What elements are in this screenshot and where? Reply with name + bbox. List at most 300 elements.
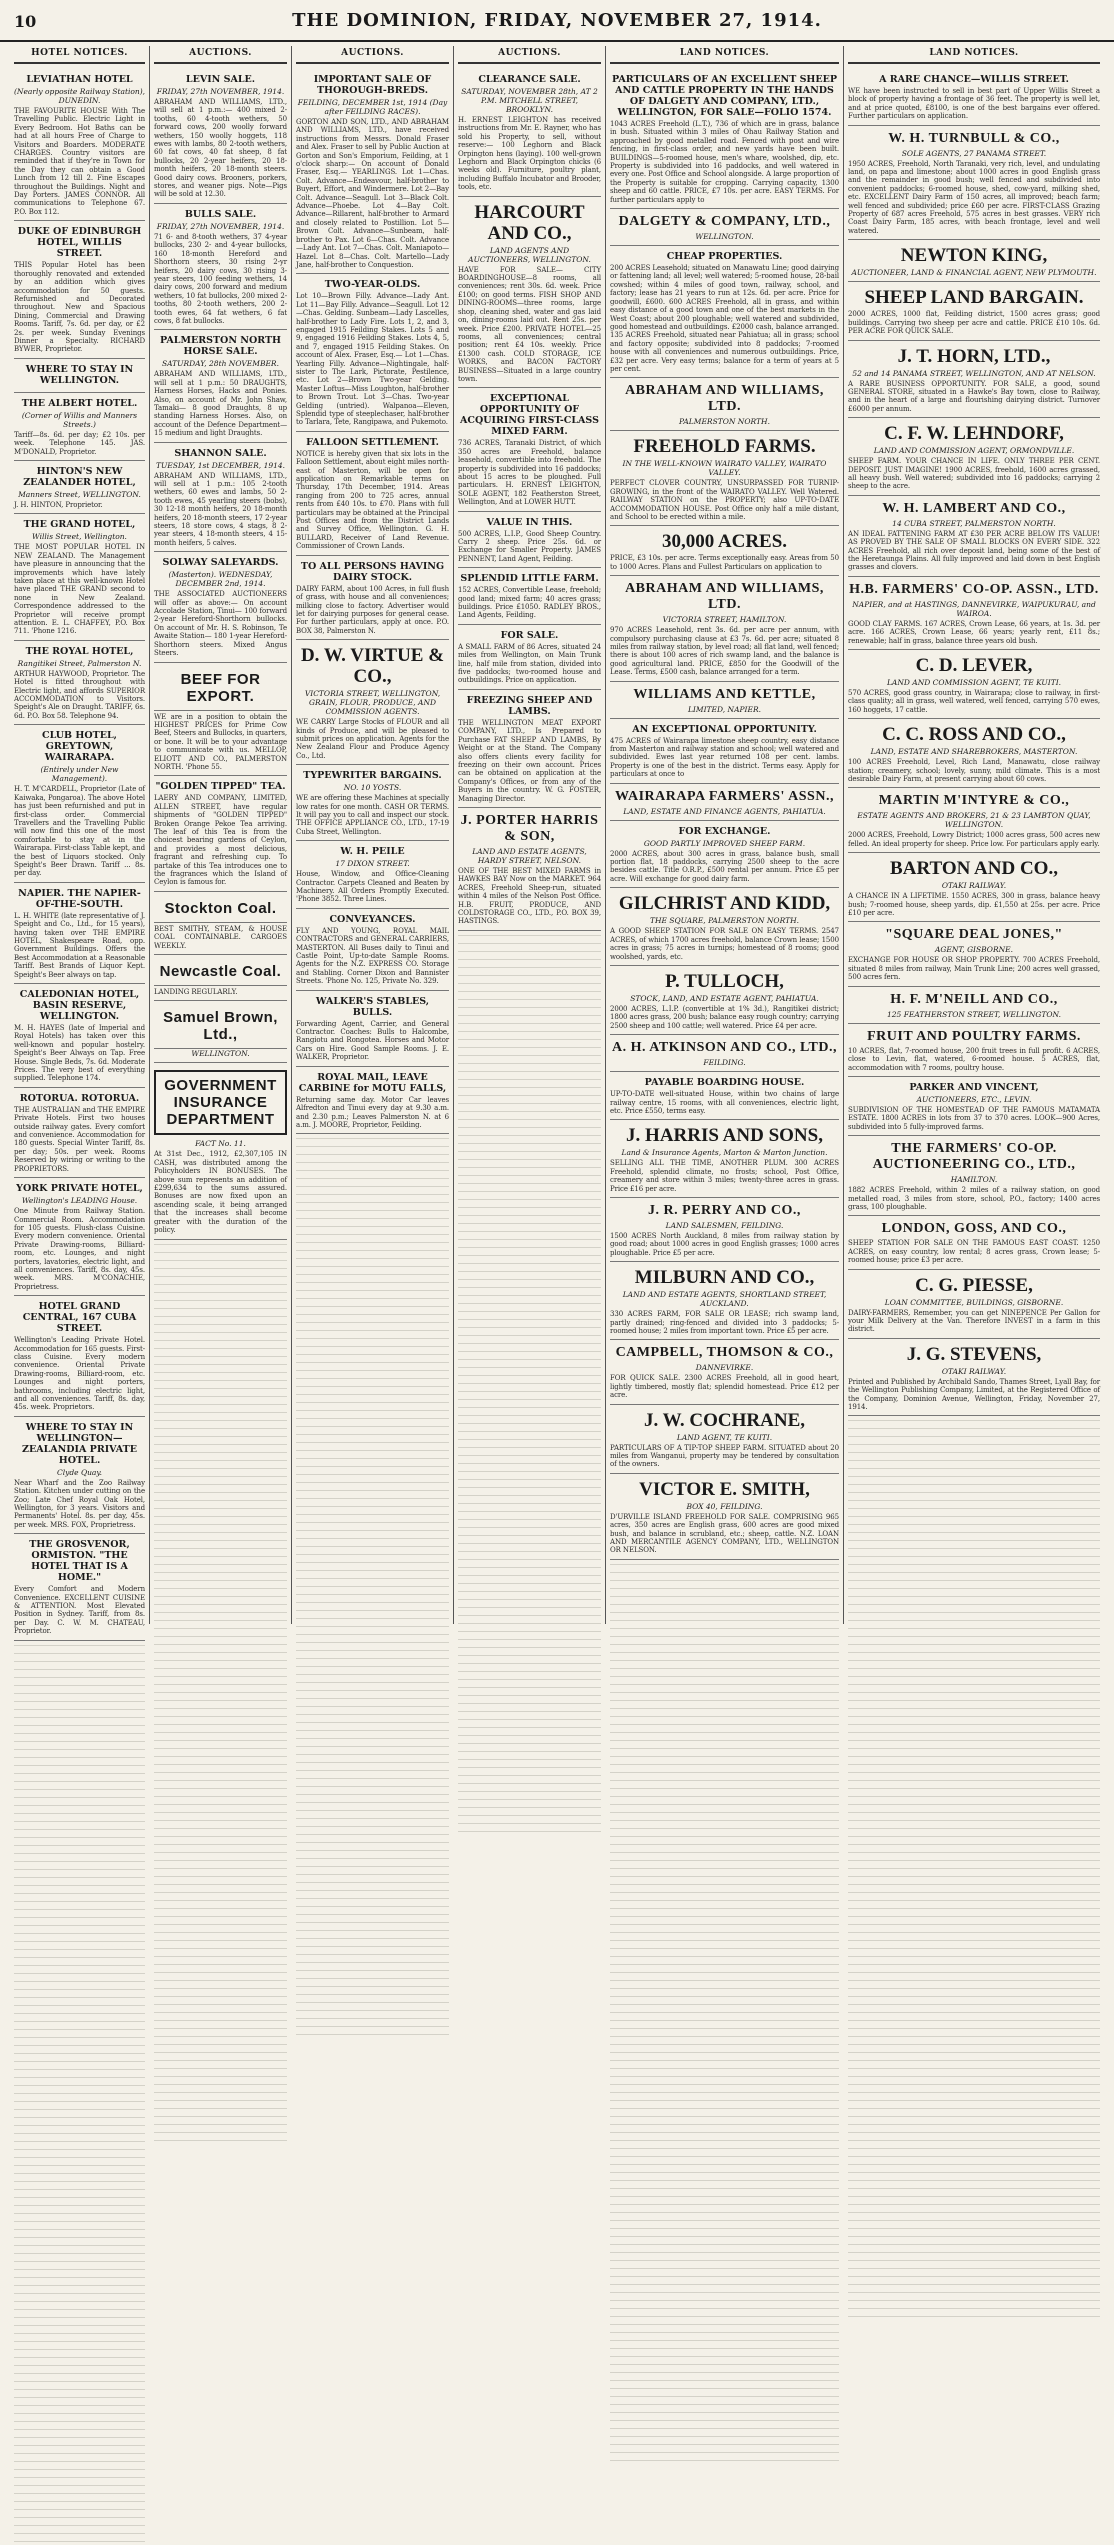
ad-body: LANDING REGULARLY.	[154, 988, 238, 997]
advertisement	[154, 776, 287, 891]
advertisement	[14, 883, 145, 984]
ad-subtitle: LAND AND ESTATE AGENTS, HARDY STREET, NELSON.	[472, 846, 587, 865]
advertisement	[610, 431, 839, 526]
ad-title: C. D. LEVER,	[915, 655, 1033, 676]
ad-body: SELLING ALL THE TIME, ANOTHER PLUM. 300 ACRES Freehold, splendid climate, no frosts; school, Post Office, creamery and store within 3 miles; twenty-three acres in grass. Price £16 per acre.	[610, 1159, 839, 1193]
advertisement	[14, 221, 145, 358]
ad-subtitle: TUESDAY, 1st DECEMBER, 1914.	[155, 460, 286, 470]
ad-body: GOOD CLAY FARMS. 167 ACRES, Crown Lease, 66 years, at 1s. 3d. per acre. 166 ACRES, Crown Lease, 66 years; yearly rent, £11 8s.; renewable; half in grass, balance three years old bush.	[848, 619, 1100, 645]
ad-title: THE GRAND HOTEL,	[23, 519, 136, 531]
ad-subtitle: Manners Street, WELLINGTON.	[18, 489, 141, 499]
advertisement	[610, 719, 839, 784]
ad-body: GORTON AND SON, LTD., AND ABRAHAM AND WILLIAMS, LTD., have received instructions from Messrs. Donald Fraser and Alex. Fraser to sell by Public Auction at Gorton and Son's Emporium, Feilding, at 1 o'clock sharp:— On account of Donald Fraser, Esq.— YEARLINGS. Lot 1—Chas. Colt. Advance—Endeavour, half-brother to Buyert, Effort, and Windermere. Lot 2—Bay Colt. Advance—Seagull. Lot 3—Black Colt. Advance—Phoebe. Lot 4—Bay Colt. Advance—Rillarent, half-brother to Armard and closely related to Postillion. Lot 5—Brown Colt. Advance—Sunbeam, half-brother to Pax. Lot 6—Chas. Colt. Advance—Lady Ant. Lot 7—Chas. Colt. Maniapoto—Hazel. Lot 8—Chas. Colt. Martello—Lady Jane, half-brother to Conquestion.	[296, 118, 449, 269]
advertisement	[848, 853, 1100, 922]
advertisement	[154, 1001, 287, 1063]
ad-body: 152 ACRES, Convertible Lease, freehold; good land; mixed farm; 40 acres grass; buildings. Price £1050. RADLEY BROS., Land Agents, Feilding.	[458, 586, 601, 620]
ad-subtitle: LAND AND ESTATE AGENTS, SHORTLAND STREET, AUCKLAND.	[622, 1290, 827, 1309]
ad-body: 2000 ACRES, L.I.P. (convertible at 1% 3d.), Rangitikei district; 1800 acres grass, 200 bush; balance easy rough country; carrying 2500 sheep and 100 cattle; well watered. Price £4 per acre.	[610, 1004, 839, 1030]
ad-title: TO ALL PERSONS HAVING DAIRY STOCK.	[300, 560, 445, 583]
ad-subtitle: VICTORIA STREET, WELLINGTON, GRAIN, FLOUR, PRODUCE, AND COMMISSION AGENTS.	[304, 689, 441, 717]
ad-title: WHERE TO STAY IN WELLINGTON.	[25, 363, 134, 386]
advertisement	[848, 1216, 1100, 1269]
advertisement	[14, 725, 145, 882]
advertisement	[296, 640, 449, 765]
ad-body: PERFECT CLOVER COUNTRY, UNSURPASSED FOR TURNIP-GROWING, in the front of the WAIRATO VALLEY. Well Watered. RAILWAY STATION on the PROPERTY; also UP-TO-DATE ACCOMMODATION HOUSE. Post Office only half a mile distant, and School to be erected within a mile.	[610, 479, 839, 521]
advertisement	[610, 784, 839, 821]
advertisement	[14, 1088, 145, 1178]
advertisement	[610, 378, 839, 431]
ad-title: HINTON'S NEW ZEALANDER HOTEL,	[23, 465, 136, 488]
advertisement	[296, 1067, 449, 1135]
advertisement	[848, 341, 1100, 419]
ad-title: 30,000 ACRES.	[661, 531, 788, 553]
page-number: 10	[14, 12, 37, 31]
advertisement	[610, 1474, 839, 1560]
ad-title: THE ROYAL HOTEL,	[25, 645, 134, 657]
ad-body: Wellington's Leading Private Hotel. Accommodation for 165 guests. First-class Cuisine. Every modern convenience. Oriental Private Drawing-rooms, Billiard-room, etc. Lounges and night porters, bathrooms, including electric light, and all conveniences. Tariff, 8s. day, 45s. week. Proprietors.	[14, 1336, 145, 1412]
ad-title: BARTON AND CO.,	[890, 858, 1058, 880]
advertisement	[610, 821, 839, 889]
advertisement	[848, 922, 1100, 986]
ad-title: W. H. LAMBERT AND CO.,	[882, 500, 1066, 516]
ad-body: M. H. HAYES (late of Imperial and Royal Hotels) has taken over this well-known and popular hostelry. Speight's Beer Always on Tap. Free House. Single Beds, 7s. 6d. Moderate Prices. The very best of everything supplied. Telephone 174.	[14, 1024, 145, 1083]
advertisement	[848, 282, 1100, 340]
advertisement	[458, 512, 601, 569]
ad-body: WE have been instructed to sell in best part of Upper Willis Street a block of property having a frontage of 36 feet. The property is well let, and at price quoted, £8100, is one of the best bargains ever offered. Further particulars on application.	[848, 87, 1100, 121]
ad-title: J. W. COCHRANE,	[644, 1409, 805, 1431]
ad-subtitle: BOX 40, FEILDING.	[686, 1501, 763, 1511]
ad-body: ABRAHAM AND WILLIAMS, LTD., will sell at 1 p.m.: 105 2-tooth wethers, 60 ewes and lambs, 50 2-tooth ewes, 45 yearling steers (bobs), 30 12-18 month heifers, 20 18-month heifers, 20 18-month steers, 17 2-year steers, 18 store cows, 4 stags, 8 2-year steers, 4 18-month steers, 4 15-month heifers, 5 calves.	[154, 471, 287, 547]
advertisement	[14, 393, 145, 461]
ad-body: SHEEP STATION FOR SALE ON THE FAMOUS EAST COAST. 1250 ACRES, on easy country, low rental; 8 acres grass, Crown lease; 5-roomed house; price £3 per acre.	[848, 1239, 1100, 1265]
ad-title: J. T. HORN, LTD.,	[897, 345, 1051, 367]
ad-display-title: Newcastle Coal.	[154, 958, 287, 986]
ad-title: MARTIN M'INTYRE & CO.,	[878, 793, 1070, 809]
ad-title: J. PORTER HARRIS & SON,	[460, 812, 599, 844]
column-fine-print	[14, 1645, 145, 2545]
ad-title: ROTORUA. ROTORUA.	[19, 1092, 140, 1104]
ad-body: 1950 ACRES, Freehold, North Taranaki, very rich, level, and undulating land, on papa and limestone; about 1000 acres in good English grass and the remainder in good bush; well fenced and subdivided into convenient paddocks; 6-roomed house, shed, cow-yard, milking shed, etc. EXCELLENT Dairy Farm of 150 acres, all improved; beach farm; well fenced and subdivided; price £60 per acre. FIRST-CLASS Grazing Property of 687 acres Freehold, 575 acres in best grasses. VERY rich Coast Dairy Farm, 185 acres, with beach frontage, level and well watered.	[848, 159, 1100, 235]
ad-title: ABRAHAM AND WILLIAMS, LTD.	[625, 581, 824, 613]
ad-body: LAERY AND COMPANY, LIMITED, ALLEN STREET, have regular shipments of "GOLDEN TIPPED" Broken Orange Pekoe Tea arriving. The leaf of this Tea is from the choicest bearing gardens of Ceylon, and provides a most delicious, fragrant and refreshing cup. To partake of this Tea introduces one to the fragrances which the Island of Ceylon is famous for.	[154, 794, 287, 887]
ad-title: A RARE CHANCE—WILLIS STREET.	[879, 74, 1069, 85]
ad-body: THE WELLINGTON MEAT EXPORT COMPANY, LTD., Is Prepared to Purchase FAT SHEEP AND LAMBS, By Weight or at the Stand. The Company also offers clients every facility for freezing on their own account. Prices can be obtained on application at the Company's Offices, or from any of the Buyers in the country. W. G. FOSTER, Managing Director.	[458, 718, 601, 803]
ad-body: 2000 ACRES, Freehold, Lowry District; 1000 acres grass, 500 acres new felled. An ideal property for sheep. Price low. For particulars apply early.	[848, 831, 1100, 848]
ad-title: THE GROSVENOR, ORMISTON. "THE HOTEL THAT IS A HOME."	[29, 1539, 130, 1584]
ad-title: C. G. PIESSE,	[915, 1274, 1033, 1296]
ad-title: MILBURN AND CO.,	[634, 1267, 815, 1289]
advertisement	[848, 1270, 1100, 1339]
ad-title: HARCOURT AND CO.,	[474, 201, 585, 244]
ad-body: 2000 ACRES, about 300 acres in grass, balance bush, small portion flat, 18 paddocks, carrying 2500 sheep to the acre besides cattle. Title O.R.P., £500 rental per annum. Price £5 per acre. Will exchange for good dairy farm.	[610, 849, 839, 883]
ad-title: WILLIAMS AND KETTLE,	[633, 686, 816, 702]
ad-subtitle: ESTATE AGENTS AND BROKERS, 21 & 23 LAMBTON QUAY, WELLINGTON.	[857, 811, 1091, 830]
ad-subtitle: OTAKI RAILWAY.	[941, 881, 1007, 891]
advertisement	[296, 909, 449, 991]
ad-subtitle: LAND AGENTS AND AUCTIONEERS, WELLINGTON.	[468, 245, 591, 264]
ad-title: "SQUARE DEAL JONES,"	[885, 927, 1063, 943]
advertisement	[610, 1035, 839, 1072]
ad-body: DAIRY FARM, about 100 Acres, in full flush of grass, with house and all conveniences; milking close to factory. Advertiser would let for dairying purposes for general cease. For further particulars, apply at once. P.O. BOX 38, Palmerston N.	[296, 584, 449, 635]
advertisement	[14, 984, 145, 1088]
ad-title: W. H. TURNBULL & CO.,	[888, 130, 1060, 146]
ad-body: 570 ACRES, good grass country, in Wairarapa; close to railway, in first-class quality; all in grass, well watered, well fenced, carrying 570 ewes, 160 hoggets, 17 cattle.	[848, 689, 1100, 714]
ad-body: UP-TO-DATE well-situated House, within two chains of large railway centre, 15 rooms, with all conveniences, electric light, etc. Price £550, terms easy.	[610, 1090, 839, 1115]
column-4	[454, 46, 606, 1624]
ad-title: C. F. W. LEHNDORF,	[884, 423, 1064, 445]
advertisement	[848, 496, 1100, 577]
advertisement	[848, 650, 1100, 719]
ad-title: CALEDONIAN HOTEL, BASIN RESERVE, WELLINGTON.	[19, 989, 140, 1022]
ad-title: LONDON, GOSS, AND CO.,	[881, 1221, 1067, 1237]
column-1	[10, 46, 150, 1636]
ad-title: WHERE TO STAY IN WELLINGTON—ZEALANDIA PRIVATE HOTEL.	[22, 1421, 137, 1466]
advertisement	[610, 966, 839, 1035]
ad-display-title: BEEF FOR EXPORT.	[154, 666, 287, 711]
ad-title: PARTICULARS OF AN EXCELLENT SHEEP AND CATTLE PROPERTY IN THE HANDS OF DALGETY AND COMPANY, LTD., WELLINGTON, FOR SALE—FOLIO 1574.	[611, 74, 838, 118]
ad-title: YORK PRIVATE HOTEL,	[16, 1183, 143, 1195]
ad-body: WE CARRY Large Stocks of FLOUR and all kinds of Produce, and will be pleased to submit prices on application. Agents for the New Zealand Flour and Produce Agency Co., Ltd.	[296, 718, 449, 760]
ad-body: WE are offering these Machines at specially low rates for one month. CASH OR TERMS. It will pay you to call and inspect our stock. THE OFFICE APPLIANCE CO., LTD., 17-19 Cuba Street, Wellington.	[296, 794, 449, 836]
ad-title: GILCHRIST AND KIDD,	[618, 893, 831, 915]
ad-title: A. H. ATKINSON AND CO., LTD.,	[612, 1040, 837, 1056]
column-fine-print	[610, 1564, 839, 2464]
ad-subtitle: IN THE WELL-KNOWN WAIRATO VALLEY, WAIRATO VALLEY.	[622, 459, 827, 478]
ad-body: At 31st Dec., 1912, £2,307,105 IN CASH, was distributed among the Policyholders IN BONUSES. The above sum represents an addition of £299,634 to the sums assured. Bonuses are now fixed upon an ascending scale, it being arranged that the increases shall become greater with the duration of the policy.	[154, 1150, 287, 1235]
advertisement	[296, 274, 449, 432]
ad-subtitle: Land & Insurance Agents, Marton & Marton Junction.	[621, 1148, 828, 1158]
advertisement	[610, 69, 839, 209]
ad-title: TYPEWRITER BARGAINS.	[303, 770, 442, 782]
ad-title: H.B. FARMERS' CO-OP. ASSN., LTD.	[849, 581, 1099, 597]
ad-body: 71 6- and 8-tooth wethers, 37 4-year bullocks, 230 2- and 4-year bullocks, 160 18-month Hereford and Shorthorn steers, 30 rising 2-yr heifers, 20 dairy cows, 30 rising 3-year steers, 100 feeding wethers, 14 dairy cows, 200 forward and medium wethers, 10 fat bullocks, 200 mixed 2-tooths, 80 2-tooth wethers, 200 2-tooth ewes, 64 fat wethers, 6 fat cows, 8 fat bullocks.	[154, 232, 287, 325]
advertisement	[610, 1405, 839, 1474]
ad-body: THIS Popular Hotel has been thoroughly renovated and extended by an addition which gives accommodation for 50 guests. Refurnished and Decorated throughout. New and Spacious Dining, Commercial and Drawing Rooms. Tariff, 7s. 6d. per day, or £2 2s. per week. Sunday Evenings Dinner a Specialty. RICHARD BYWER, Proprietor.	[14, 261, 145, 354]
ad-title: CLEARANCE SALE.	[478, 74, 581, 85]
advertisement	[610, 682, 839, 719]
ad-body: PRICE, £3 10s. per acre. Terms exceptionally easy. Areas from 50 to 1000 Acres. Plans and Fullest Particulars on application to	[610, 554, 839, 571]
advertisement	[14, 359, 145, 393]
advertisement	[14, 514, 145, 640]
ad-body: L. H. WHITE (late representative of J. Speight and Co., Ltd., for 15 years), having taken over THE EMPIRE HOTEL, Shakespeare Road, opp. Government Buildings. Offers the Best Accommodation at a Reasonable Tariff. Best Brands of Liquor Kept. Speight's Beer always on tap.	[14, 911, 145, 979]
ad-title: J. HARRIS AND SONS,	[626, 1125, 823, 1147]
ad-body: One Minute from Railway Station. Commercial Room. Accommodation for 105 guests. Flush-class Cuisine. Every modern convenience. Oriental Private Drawing-rooms, Billiard-room, etc. Lounges, and night porters, lavatories, electric light, and all conveniences. Tariff, 8s. day, 45s. week. MRS. M'CONACHIE, Proprietress.	[14, 1207, 145, 1291]
ad-body: SHEEP FARM. YOUR CHANCE IN LIFE. ONLY THREE PER CENT. DEPOSIT. JUST IMAGINE! 1900 ACRES, freehold, 1600 acres grassed, all heavy bush. Well watered; subdivided into 16 paddocks; carrying 2 sheep to the acre.	[848, 457, 1100, 491]
advertisement	[154, 330, 287, 442]
advertisement	[848, 69, 1100, 126]
ad-subtitle: FRIDAY, 27th NOVEMBER, 1914.	[156, 87, 285, 96]
ad-subtitle: AGENT, GISBORNE.	[934, 945, 1014, 955]
ad-body: A CHANCE IN A LIFETIME. 1550 ACRES, 300 in grass, balance heavy bush; 7-roomed house, sheep yards, dip. £1,550 at 25s. per acre. Price £10 per acre.	[848, 892, 1100, 918]
ad-title: FOR SALE.	[500, 629, 559, 641]
ad-title: LEVIATHAN HOTEL	[26, 74, 133, 85]
ad-body: BEST SMITHY, STEAM, & HOUSE COAL CONTAINABLE. CARGOES WEEKLY.	[154, 924, 287, 950]
advertisement	[848, 719, 1100, 788]
ad-subtitle: AUCTIONEERS, ETC., LEVIN.	[916, 1094, 1032, 1104]
ad-title: W. H. PEILE	[340, 846, 405, 858]
ad-body: 970 ACRES Leasehold, rent 3s. 6d. per acre per annum, with compulsory purchasing clause at £3 7s. 6d. per acre; situated 8 miles from railway station, by level road; all flat land, well fenced; there is about 100 acres of rich swamp land, and the balance is good agricultural land. PRICE, £850 for the Goodwill of the Lease. Terms, £500 cash, balance arranged for a term.	[610, 626, 839, 677]
column-heading: AUCTIONS.	[458, 46, 601, 64]
advertisement	[296, 432, 449, 556]
ad-body: Tariff—8s. 6d. per day; £2 10s. per week. Telephone 145. JAS. M'DONALD, Proprietor.	[14, 430, 145, 456]
ad-title: IMPORTANT SALE OF THOROUGH-BREDS.	[313, 74, 432, 96]
ad-body: A GOOD SHEEP STATION FOR SALE ON EASY TERMS. 2547 ACRES, of which 1700 acres freehold, balance Crown lease; 1500 acres in grass; 75 acres in turnips; homestead of 8 rooms; good woolshed, yards, etc.	[610, 927, 839, 961]
column-fine-print	[296, 1138, 449, 2038]
advertisement	[610, 1198, 839, 1262]
advertisement	[154, 443, 287, 553]
column-5	[606, 46, 844, 1624]
ad-body: THE ASSOCIATED AUCTIONEERS will offer as above:— On account Accolade Station, Tinui— 100 forward 2-year Hereford-Shorthorn bullocks. On account of Mr. H. S. Robinson, Te Awaite Station— 180 1-year Hereford-Shorthorn steers. Mixed Angus Steers.	[154, 590, 287, 658]
ad-title: CAMPBELL, THOMSON & CO.,	[615, 1345, 834, 1361]
ad-body: HAVE FOR SALE— CITY BOARDINGHOUSE—8 rooms, all conveniences; rent 30s. 6d. week. Price £100; on good terms. FISH SHOP AND DINING-ROOMS—three rooms, large shop, cleaning shed, water and gas laid on, dining-rooms laid out. Rent 25s. per week. Price £200. PRIVATE HOTEL—25 rooms, all conveniences; central position; rent £4 10s. weekly. Price £1300 cash. COLD STORAGE, ICE WORKS, and BACON FACTORY BUSINESS—Situated in a large country town.	[458, 265, 601, 383]
ad-subtitle: HAMILTON.	[950, 1175, 998, 1185]
advertisement	[848, 1339, 1100, 1417]
columns	[10, 46, 1104, 1636]
advertisement	[610, 209, 839, 246]
ad-subtitle: LAND AND COMMISSION AGENT, ORMONDVILLE.	[873, 446, 1075, 456]
ad-subtitle: LAND AND COMMISSION AGENT, TE KUITI.	[886, 678, 1062, 687]
ad-subtitle: WELLINGTON.	[695, 232, 754, 242]
ad-subtitle: FRIDAY, 27th NOVEMBER, 1914.	[156, 221, 285, 231]
ad-subtitle: AUCTIONEER, LAND & FINANCIAL AGENT, NEW PLYMOUTH.	[851, 268, 1097, 278]
ad-body: FOR QUICK SALE. 2300 ACRES Freehold, all in good heart, lightly timbered, mostly flat; splendid homestead. Price £12 per acre.	[610, 1374, 839, 1400]
ad-title: TWO-YEAR-OLDS.	[324, 279, 421, 291]
ad-title: PALMERSTON NORTH HORSE SALE.	[159, 335, 282, 358]
ad-title: CHEAP PROPERTIES.	[666, 251, 783, 263]
ad-body: 330 ACRES FARM, FOR SALE OR LEASE; rich swamp land, partly drained; ring-fenced and divided into 3 paddocks; 5-roomed house; 2 miles from important town. Price £5 per acre.	[610, 1310, 839, 1335]
ad-subtitle: Rangitikei Street, Palmerston N.	[17, 658, 142, 668]
advertisement	[154, 552, 287, 662]
ad-title: FREEHOLD FARMS.	[633, 436, 816, 458]
ad-title: SOLWAY SALEYARDS.	[162, 557, 279, 569]
column-6	[844, 46, 1104, 1624]
advertisement	[154, 69, 287, 204]
advertisement	[610, 1340, 839, 1404]
ad-subtitle: FEILDING, DECEMBER 1st, 1914 (Day after FEILDING RACES).	[297, 98, 448, 116]
ad-subtitle: 17 DIXON STREET.	[335, 859, 410, 869]
advertisement	[14, 641, 145, 725]
ad-body: 736 ACRES, Taranaki District, of which 350 acres are Freehold, balance leasehold, convertible into freehold. The property is subdivided into 16 paddocks; about 15 acres to be ploughed. Full particulars. H. ERNEST LEIGHTON, SOLE AGENT, 182 Featherston Street, Wellington, And at LOWER HUTT.	[458, 439, 601, 507]
advertisement	[848, 987, 1100, 1024]
ad-subtitle: THE SQUARE, PALMERSTON NORTH.	[649, 916, 800, 926]
ad-body: 500 ACRES, L.I.P., Good Sheep Country. Carry 2 sheep. Price 25s. 6d. or Exchange for Smaller Property. JAMES PENNENT, Land Agent, Feilding.	[458, 529, 601, 563]
ad-title: WALKER'S STABLES, BULLS.	[315, 995, 430, 1018]
ad-subtitle: LIMITED, NAPIER.	[687, 704, 762, 714]
advertisement	[848, 1024, 1100, 1077]
column-fine-print	[154, 1244, 287, 2144]
ad-display-title: Samuel Brown, Ltd.,	[154, 1004, 287, 1049]
advertisement	[610, 1262, 839, 1340]
ad-title: DALGETY & COMPANY, LTD.,	[618, 214, 831, 230]
ad-subtitle: Willis Street, Wellington.	[32, 532, 127, 542]
ad-body: SUBDIVISION OF THE HOMESTEAD OF THE FAMOUS MATAMATA ESTATE. 1800 ACRES in lots from 37 to 370 acres. LOOK—900 Acres, subdivided into 5 fully-improved farms.	[848, 1105, 1100, 1131]
ad-title: VALUE IN THIS.	[486, 516, 573, 528]
ad-body: PARTICULARS OF A TIP-TOP SHEEP FARM. SITUATED about 20 miles from Wanganui, property may be tendered by consultation of the owners.	[610, 1443, 839, 1469]
ad-title: VICTOR E. SMITH,	[639, 1478, 810, 1500]
column-2	[150, 46, 292, 1624]
ad-title: AN EXCEPTIONAL OPPORTUNITY.	[632, 723, 817, 735]
ad-title: "GOLDEN TIPPED" TEA.	[155, 781, 286, 793]
ad-body: 1043 ACRES Freehold (L.T.), 736 of which are in grass, balance in bush. Situated within 3 miles of Ohau Railway Station and approached by good metalled road. Fenced with post and wire fencing, in first-class order, and new yards have been built. BUILDINGS—5-roomed house, men's whare, woolshed, dip, etc. Property is subdivided into 16 paddocks, and well watered in every one. Post Office and School alongside. A large proportion of the Property is suitable for cropping. Carrying capacity, 1300 sheep and 60 cattle. PRICE, £7 10s. per acre. EASY TERMS. For further particulars apply to	[610, 120, 839, 204]
ad-body: H. ERNEST LEIGHTON has received instructions from Mr. E. Rayner, who has sold his Property, to sell, without reserve:— 100 Leghorn and Black Orpington hens (laying). 100 well-grown Leghorn and Black Orpington chicks (6 weeks old). Furniture, poultry plant, including Buffalo Incubator and Brooder, tools, etc.	[458, 116, 601, 192]
advertisement	[610, 576, 839, 681]
advertisement	[14, 461, 145, 514]
advertisement	[848, 418, 1100, 496]
ad-subtitle: 52 and 14 PANAMA STREET, WELLINGTON, AND AT NELSON.	[852, 368, 1096, 378]
advertisement	[296, 556, 449, 640]
ad-body: D'URVILLE ISLAND FREEHOLD FOR SALE. COMPRISING 965 acres, 350 acres are English grass, 600 acres are good mixed bush, and balance in scrubland, etc.; sheep, cattle. N.Z. LOAN AND MERCANTILE AGENCY COMPANY, LTD., WELLINGTON OR NELSON.	[610, 1512, 839, 1555]
column-heading: AUCTIONS.	[154, 46, 287, 64]
ad-subtitle: OTAKI RAILWAY.	[941, 1366, 1007, 1376]
ad-subtitle: NAPIER, and at HASTINGS, DANNEVIRKE, WAIPUKURAU, and WAIROA.	[852, 599, 1096, 618]
ad-body: ONE OF THE BEST MIXED FARMS in HAWKES BAY Now on the MARKET. 964 ACRES, Freehold Sheep-run, situated within 4 miles of the Nelson Post Office. H.B. FRUIT, PRODUCE, AND COLDSTORAGE CO., LTD., P.O. BOX 39, HASTINGS.	[458, 866, 601, 926]
ad-display-title: Stockton Coal.	[154, 895, 287, 923]
ad-title: FREEZING SHEEP AND LAMBS.	[466, 694, 593, 717]
advertisement	[458, 388, 601, 511]
advertisement	[848, 788, 1100, 853]
ad-title: DUKE OF EDINBURGH HOTEL, WILLIS STREET.	[17, 226, 142, 260]
advertisement	[458, 808, 601, 931]
ad-title: THE FARMERS' CO-OP. AUCTIONEERING CO., LTD.,	[872, 1141, 1076, 1173]
column-heading: HOTEL NOTICES.	[14, 46, 145, 64]
ad-title: PAYABLE BOARDING HOUSE.	[644, 1077, 805, 1089]
ad-title: SHEEP LAND BARGAIN.	[864, 287, 1084, 309]
ad-title: FALLOON SETTLEMENT.	[306, 436, 439, 448]
ad-title: EXCEPTIONAL OPPORTUNITY OF ACQUIRING FIRST-CLASS MIXED FARM.	[460, 393, 599, 438]
ad-title: CONVEYANCES.	[329, 913, 416, 925]
ad-title: LEVIN SALE.	[185, 74, 256, 85]
advertisement	[458, 568, 601, 625]
ad-subtitle: VICTORIA STREET, HAMILTON.	[662, 615, 787, 625]
column-heading: AUCTIONS.	[296, 46, 449, 64]
ad-subtitle: LAND, ESTATE AND FINANCE AGENTS, PAHIATUA.	[623, 806, 826, 816]
ad-title: J. R. PERRY AND CO.,	[648, 1202, 801, 1218]
advertisement	[296, 841, 449, 909]
ad-title: NAPIER. THE NAPIER-OF-THE-SOUTH.	[18, 887, 141, 910]
advertisement	[458, 69, 601, 197]
ad-subtitle: (Entirely under New Management).	[40, 765, 119, 784]
ad-subtitle: NO. 10 YOSTS.	[343, 783, 402, 793]
ad-body: Lot 10—Brown Filly. Advance—Lady Ant. Lot 11—Bay Filly. Advance—Seagull. Lot 12—Chas. Gelding. Sunbeam—Lady Lascelles, half-brother to Lady Fire. Lots 1, 2, and 3, engaged 1915 Feilding Stakes. Lots 5 and 9, engaged 1916 Feilding Stakes. Lots 4, 5, and 7, engaged 1915 Feilding Stakes. On account of Alex. Fraser, Esq.— Lot 1—Chas. Yearling Filly. Advance—Nightingale, half-sister to The Lark, Pictorate, Pestilence, etc. Lot 2—Brown Two-year Gelding. Master Loftus—Miss Loughton, half-brother to Brown Trout. Lot 3—Chas. Two-year Gelding (untried). Walpanoa—Eleven, Splendid type of steeplechaser, half-brother to Tarlara, Tete, Rangipawa, and Pukemoto.	[296, 292, 449, 427]
ad-body: House, Window, and Office-Cleaning Contractor. Carpets Cleaned and Beaten by Machinery. All Orders Promptly Executed. 'Phone 3852. Three Lines.	[296, 870, 449, 904]
ad-title: D. W. VIRTUE & CO.,	[300, 645, 445, 688]
advertisement	[14, 1534, 145, 1640]
column-heading: LAND NOTICES.	[610, 46, 839, 64]
ad-subtitle: (Nearly opposite Railway Station), DUNEDIN.	[14, 87, 146, 105]
ad-title: PARKER AND VINCENT,	[909, 1081, 1039, 1093]
ad-subtitle: SOLE AGENTS, 27 PANAMA STREET.	[901, 148, 1047, 158]
ad-subtitle: Clyde Quay.	[56, 1467, 103, 1477]
ad-subtitle: LOAN COMMITTEE, BUILDINGS, GISBORNE.	[884, 1297, 1064, 1307]
ad-subtitle: PALMERSTON NORTH.	[679, 417, 770, 427]
ad-title: SPLENDID LITTLE FARM.	[460, 573, 599, 585]
advertisement	[848, 577, 1100, 650]
ad-body: Near Wharf and the Zoo Railway Station. Kitchen under cutting on the Zoo; Late Chef Royal Oak Hotel, Wellington, for 3 years. Visitors and Permanents' Hotel. 8s. per day, 45s. per week. MRS. FOX, Proprietress.	[14, 1478, 145, 1529]
advertisement	[458, 625, 601, 690]
ad-body: DAIRY-FARMERS, Remember, you can get NINEPENCE Per Gallon for your Milk Delivery at the Van. Therefore INVEST in a farm in this district.	[848, 1308, 1100, 1334]
ad-body: 1500 ACRES North Auckland, 8 miles from railway station by good road; about 1000 acres in good English grasses; 1000 acres ploughable. Price £5 per acre.	[610, 1231, 839, 1257]
advertisement	[458, 197, 601, 389]
advertisement	[14, 69, 145, 221]
advertisement	[610, 1072, 839, 1120]
ad-display-title: GOVERNMENT INSURANCE DEPARTMENT	[154, 1070, 287, 1135]
ad-body: NOTICE is hereby given that six lots in the Falloon Settlement, about eight miles north-east of Masterton, will be open for application on Remarkable terms on Thursday, 17th December, 1914. Areas ranging from 200 to 725 acres, annual rents from £40 10s. to £70. Plans with full particulars may be obtained at the Principal Post Offices and from the District Lands and Survey Office, Wellington. G. H. BULLARD, Receiver of Land Revenue. Commissioner of Crown Lands.	[296, 449, 449, 551]
ad-subtitle: WELLINGTON.	[191, 1049, 250, 1059]
ad-subtitle: LAND AGENT, TE KUITI.	[676, 1432, 773, 1442]
ad-title: C. C. ROSS AND CO.,	[882, 724, 1066, 746]
advertisement	[848, 1077, 1100, 1136]
ad-body: THE FAVOURITE HOUSE With The Travelling Public. Electric Light in Every Bedroom. Hot Baths can be had at all hours Free of Charge to Visitors and Boarders. MODERATE CHARGES. Country visitors are reminded that if they're in Town for the Day they can obtain a Good Lunch from 12 till 2. Fine Escapes throughout the Buildings. Night and Day Porters. JAMES CONNOR. All communications to Telephone 67. P.O. Box 112.	[14, 107, 145, 216]
advertisement	[154, 204, 287, 330]
column-fine-print	[458, 935, 601, 1835]
ad-body: 475 ACRES of Wairarapa limestone sheep country, easy distance from Masterton and railway station and school; well watered and subdivided. Ewes last year returned 108 per cent. lambs. Property is one of the best in the district. Terms easy. Apply for particulars at once to	[610, 736, 839, 779]
ad-body: THE AUSTRALIAN and THE EMPIRE Private Hotels. First two houses outside railway gates. Every comfort and convenience. Accommodation for 180 guests. Special Winter Tariff, 8s. per day; 50s. per week. Rooms Reserved by wiring or writing to the PROPRIETORS.	[14, 1105, 145, 1173]
ad-title: HOTEL GRAND CENTRAL, 167 CUBA STREET.	[22, 1301, 137, 1335]
ad-body: ABRAHAM AND WILLIAMS, LTD., will sell at 1 p.m.: 50 DRAUGHTS, Harness Horses, Hacks and Ponies. Also, on account of Mr. John Shaw, Tamaki— 8 good Draughts, 8 up standing Harness Horses. Also, on account of the Defence Department— 15 medium and light Draughts.	[154, 370, 287, 438]
advertisement	[296, 765, 449, 841]
advertisement	[14, 1296, 145, 1417]
ad-body: THE MOST POPULAR HOTEL IN NEW ZEALAND. The Management have pleasure in announcing that the improvements which have lately taken place at this well-known Hotel have placed THE GRAND second to none in New Zealand. Correspondence addressed to the Proprietor will receive prompt attention. E. L. CHAFFEY, P.O. Box 711. 'Phone 1216.	[14, 543, 145, 636]
column-heading: LAND NOTICES.	[848, 46, 1100, 64]
advertisement	[14, 1178, 145, 1296]
ad-subtitle: (Corner of Willis and Manners Streets.)	[21, 410, 138, 429]
advertisement	[610, 888, 839, 966]
advertisement	[154, 1063, 287, 1239]
column-fine-print	[848, 1420, 1100, 2320]
ad-body: 1882 ACRES Freehold, within 2 miles of a railway station, on good metalled road, 3 miles from store, school, P.O., factory; 1400 acres grass, 100 ploughable.	[848, 1186, 1100, 1211]
ad-subtitle: SATURDAY, 28th NOVEMBER.	[162, 359, 279, 369]
column-3	[292, 46, 454, 1624]
ad-body: Every Comfort and Modern Convenience. EXCELLENT CUISINE & ATTENTION. Most Elevated Position in Sydney. Tariff, from 8s. per Day. C. W. M. CHATEAU, Proprietor.	[14, 1585, 145, 1636]
advertisement	[296, 69, 449, 274]
advertisement	[154, 892, 287, 955]
ad-body: ABRAHAM AND WILLIAMS, LTD., will sell at 1 p.m.:— 400 mixed 2-tooths, 60 4-tooth wethers, 50 forward cows, 200 woolly forward wethers, 150 woolly hoggets, 118 ewes with lambs, 80 2-tooth wethers, 60 fat cows, 40 fat sheep, 8 fat bullocks, 20 2-year heifers, 20 18-month heifers, 20 18-month steers. Good dairy cows. Brooners, porkers, stores, and weaner pigs. Note—Pigs will be sold at 12.30.	[154, 98, 287, 199]
ad-title: CLUB HOTEL, GREYTOWN, WAIRARAPA.	[42, 730, 117, 764]
newspaper-title: THE DOMINION, FRIDAY, NOVEMBER 27, 1914.	[292, 10, 822, 31]
ad-body: A SMALL FARM of 86 Acres, situated 24 miles from Wellington, on Main Trunk line, half mile from station, divided into five paddocks; two-roomed house and outbuildings. Price on application.	[458, 642, 601, 685]
ad-body: Returning same day. Motor Car leaves Alfredton and Tinui every day at 9.30 a.m. and 2.30 p.m.; Leaves Palmerston N. at 6 a.m. J. MOORE, Proprietor, Feilding.	[296, 1095, 449, 1129]
ad-subtitle: (Masterton). WEDNESDAY, DECEMBER 2nd, 1914.	[168, 570, 273, 589]
ad-subtitle: FEILDING.	[703, 1058, 746, 1068]
ad-body: ARTHUR HAYWOOD, Proprietor. The Hotel is fitted throughout with Electric light, and affords SUPERIOR ACCOMMODATION to Visitors. Speight's Ale on Draught. TARIFF, 6s. 6d. P.O. Box 58. Telephone 94.	[14, 669, 145, 720]
ad-body: 2000 ACRES, 1000 flat, Feilding district, 1500 acres grass; good buildings. Carrying two sheep per acre and cattle. PRICE £10 10s. 6d. PER ACRE FOR QUICK SALE.	[848, 310, 1100, 336]
advertisement	[848, 240, 1100, 282]
advertisement	[848, 1136, 1100, 1216]
ad-subtitle: 125 FEATHERSTON STREET, WELLINGTON.	[887, 1009, 1061, 1019]
advertisement	[154, 663, 287, 777]
ad-body: A RARE BUSINESS OPPORTUNITY. FOR SALE, a good, sound GENERAL STORE, situated in a Hawke's Bay town, close to Railway, and in the heart of a large and flourishing dairying district. Turnover £6000 per annum.	[848, 379, 1100, 413]
advertisement	[610, 526, 839, 576]
ad-title: THE ALBERT HOTEL.	[21, 397, 138, 409]
ad-subtitle: SATURDAY, NOVEMBER 28th, AT 2 P.M. MITCHELL STREET, BROOKLYN.	[461, 87, 598, 114]
ad-body: WE are in a position to obtain the HIGHEST PRICES for Prime Cow Beef, Steers and Bullocks, in quarters, or bone. It will be to your advantage to communicate with us. MELLOP, ELIOTT AND CO., PALMERSTON NORTH. 'Phone 55.	[154, 712, 287, 771]
ad-body: Printed and Published by Archibald Sando, Thames Street, Lyall Bay, for the Wellington Publishing Company, Limited, at the Registered Office of the Company, Dominion Avenue, Wellington, Friday, November 27, 1914.	[848, 1377, 1100, 1411]
ad-body: AN IDEAL FATTENING FARM AT £30 PER ACRE BELOW ITS VALUE! AS PROVED BY THE SALE OF SMALL BLOCKS ON EVERY SIDE. 322 ACRES Freehold, all rich over deposit land, being some of the best of the Heretaunga Plains. All fully improved and laid down in best English grasses and clovers.	[848, 529, 1100, 572]
ad-body: EXCHANGE FOR HOUSE OR SHOP PROPERTY. 700 ACRES Freehold, situated 8 miles from railway, Main Trunk Line; 200 acres well grassed, 500 acres fern.	[848, 956, 1100, 982]
ad-title: FRUIT AND POULTRY FARMS.	[867, 1028, 1081, 1044]
ad-body: FLY AND YOUNG, ROYAL MAIL CONTRACTORS and GENERAL CARRIERS, MASTERTON. All Buses daily to Tinui and Castle Point, Up-to-date Sample Rooms. Agents for the N.Z. EXPRESS CO. Storage and Stabling. Corner Dixon and Bannister Streets. 'Phone No. 125, Private No. 329.	[296, 926, 449, 986]
ad-subtitle: LAND, ESTATE AND SHAREBROKERS, MASTERTON.	[870, 747, 1078, 757]
ad-subtitle: LAND SALESMEN, FEILDING.	[665, 1220, 784, 1230]
ad-subtitle: FACT No. 11.	[195, 1139, 246, 1149]
ad-title: WAIRARAPA FARMERS' ASSN.,	[615, 788, 834, 804]
ad-title: J. G. STEVENS,	[906, 1343, 1042, 1365]
ad-title: NEWTON KING,	[900, 245, 1048, 267]
ad-body: 100 ACRES Freehold, Level, Rich Land, Manawatu, close railway station; creamery, school; lovely, sunny, mild climate. This is a most desirable Dairy Farm, at present carrying about 60 cows.	[848, 758, 1100, 784]
advertisement	[458, 690, 601, 808]
advertisement	[154, 955, 287, 1001]
ad-body: J. H. HINTON, Proprietor.	[14, 500, 103, 509]
